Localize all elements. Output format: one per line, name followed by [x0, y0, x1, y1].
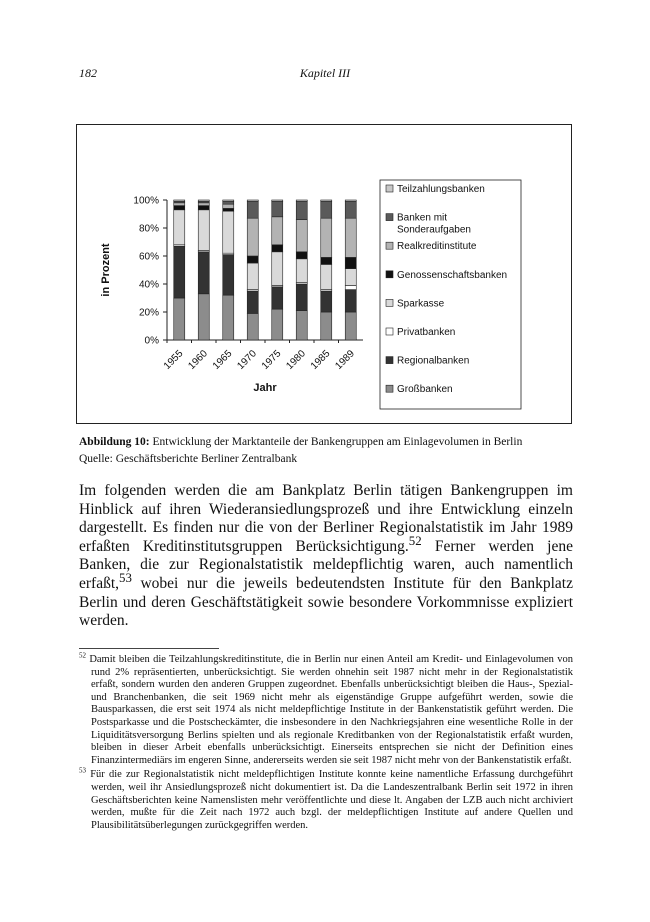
bar-segment-genossenschaftsbanken: [223, 208, 234, 211]
y-tick-label: 0%: [144, 335, 159, 347]
y-tick-label: 80%: [138, 223, 159, 235]
bar-segment-realkreditinstitute: [174, 203, 185, 206]
bar-segment-genossenschaftsbanken: [198, 206, 209, 210]
body-paragraph: [79, 482, 573, 631]
legend-swatch: [386, 385, 393, 392]
bar-segment-realkreditinstitute: [296, 220, 307, 252]
bar-segment-banken-mit-sonderaufgaben: [247, 201, 258, 218]
bar-segment-teilzahlungsbanken: [198, 200, 209, 201]
bar-segment-sparkasse: [174, 210, 185, 245]
bar-segment-sparkasse: [345, 269, 356, 286]
body-text-part-3: wobei nur die jeweils bedeutendsten Institute für den Bankplatz Berlin und deren Geschäftstätigkeit sowie besondere Vorkommnisse expliziert werden.: [79, 574, 573, 630]
bar-segment-gro-banken: [345, 312, 356, 340]
bar-segment-gro-banken: [296, 311, 307, 340]
figure-caption: [79, 434, 579, 468]
bar-segment-gro-banken: [321, 312, 332, 340]
bar-segment-gro-banken: [174, 298, 185, 340]
bar-segment-regionalbanken: [223, 255, 234, 296]
legend-label: Genossenschaftsbanken: [397, 269, 508, 281]
bar-segment-teilzahlungsbanken: [247, 200, 258, 201]
bar-segment-regionalbanken: [321, 291, 332, 312]
bar-segment-banken-mit-sonderaufgaben: [321, 201, 332, 218]
bar-segment-genossenschaftsbanken: [272, 245, 283, 252]
bar-segment-regionalbanken: [198, 252, 209, 294]
bar-segment-realkreditinstitute: [223, 204, 234, 208]
x-tick-label: 1970: [235, 348, 259, 372]
bar-segment-sparkasse: [247, 263, 258, 290]
bar-segment-banken-mit-sonderaufgaben: [296, 201, 307, 219]
bar-segment-teilzahlungsbanken: [174, 200, 185, 201]
x-tick-label: 1989: [333, 348, 357, 372]
figure-frame: [76, 124, 572, 424]
legend-swatch: [386, 214, 393, 221]
bar-segment-gro-banken: [247, 313, 258, 340]
bar-segment-privatbanken: [345, 285, 356, 289]
footnote-text: Für die zur Regionalstatistik nicht meldepflichtigen Institute konnte keine namentliche Erfassung durchgeführt werden, weil ihr Ansiedlungsprozeß nicht dokumentiert ist. Da die Landeszentralbank Berlin seit 1972 in ihren Geschäftsberichten keine Namenslisten mehr veröffentlichte und diese lt. Angaben der LZB auch nicht archiviert werden, mußte für die Zeit nach 1972 auch bzgl. der meldepflichtigen Institute auf andere Quellen und Plausibilitätsüberlegungen zurückgegriffen werden.: [90, 769, 573, 831]
x-tick-label: 1975: [259, 348, 284, 372]
y-tick-label: 40%: [138, 279, 159, 291]
figure-source: Quelle: Geschäftsberichte Berliner Zentralbank: [79, 453, 298, 465]
bar-segment-banken-mit-sonderaufgaben: [223, 201, 234, 204]
y-tick-label: 20%: [138, 307, 159, 319]
body-text-part-1: Im folgenden werden die am Bankplatz Berlin tätigen Bankengruppen im Hinblick auf ihren Wiederansiedlungsprozeß und ihre Entwicklung einzeln dargestellt. Es finden nur die von der Berliner Regionalstatistik im Jahr 1989 erfaßten Kreditinstitutsgruppen Berücksichtigung.: [79, 482, 573, 555]
figure-title: Entwicklung der Marktanteile der Bankengruppen am Einlagevolumen in Berlin: [152, 436, 523, 448]
footnote-ref-53[interactable]: 53: [119, 569, 132, 585]
bar-segment-regionalbanken: [174, 246, 185, 298]
bar-segment-genossenschaftsbanken: [321, 257, 332, 264]
bar-segment-regionalbanken: [296, 284, 307, 311]
bar-segment-genossenschaftsbanken: [296, 252, 307, 259]
footnote-ref-52[interactable]: 52: [408, 532, 422, 548]
bar-segment-banken-mit-sonderaufgaben: [345, 201, 356, 218]
body-text-part-2: Ferner werden jene Banken, die zur Regionalstatistik meldepflichtig waren, auch namentlich erfaßt,: [79, 537, 573, 592]
bar-segment-sparkasse: [223, 211, 234, 253]
x-axis-label: Jahr: [253, 382, 277, 394]
bar-segment-genossenschaftsbanken: [247, 256, 258, 263]
chart-legend: [380, 180, 521, 409]
bar-segment-sparkasse: [198, 210, 209, 251]
plot-area: [100, 196, 363, 395]
legend-label: Banken mit: [397, 212, 448, 224]
bar-segment-regionalbanken: [272, 287, 283, 309]
footnote-number: 53: [79, 766, 86, 775]
x-tick-label: 1955: [161, 348, 186, 372]
bar-segment-sparkasse: [321, 264, 332, 289]
legend-swatch: [386, 357, 393, 364]
legend-label: Sparkasse: [397, 298, 445, 310]
bar-segment-genossenschaftsbanken: [174, 206, 185, 210]
y-tick-label: 60%: [138, 251, 159, 263]
footnote-text: Damit bleiben die Teilzahlungskreditinstitute, die in Berlin nur einen Anteil am Kredit- und Einlagevolumen von rund 2% repräsentierten, unberücksichtigt. Sie werden ohnehin seit 1987 nicht mehr in der Regionalstatistik erfaßt, sondern wurden den anderen Gruppen zugeordnet. Ebenfalls unberücksichtigt bleiben die Haus-, Spezial- und Branchenbanken, die seit 1969 nicht mehr als eigenständige Gruppe aufgeführt werden, sowie die Bausparkassen, die erst seit 1974 als nicht meldepflichtige Institute in der Bankenstatistik geführt werden. Die Postsparkasse und die Postscheckämter, die insbesondere in den Nachkriegsjahren eine wesentliche Rolle in der Liquiditätsversorgung Berlins spielten und als regionale Kreditbanken von der Regionalstatistik erfaßt wurden, bleiben in dieser Arbeit ebenfalls unberücksichtigt. Einerseits entsprechen sie nicht der Definition eines Finanzintermediärs im engeren Sinne, andererseits werden sie seit 1987 nicht mehr von der Bankenstatistik erfaßt.: [89, 654, 573, 766]
legend-swatch: [386, 242, 393, 249]
bar-segment-regionalbanken: [345, 290, 356, 312]
bar-segment-realkreditinstitute: [247, 218, 258, 256]
bar-segment-realkreditinstitute: [345, 218, 356, 257]
footnote-52: [79, 651, 573, 767]
legend-swatch: [386, 271, 393, 278]
running-header: Kapitel III: [299, 66, 351, 80]
x-tick-label: 1980: [284, 348, 308, 372]
x-tick-label: 1965: [210, 348, 235, 372]
figure-label: Abbildung 10:: [79, 436, 150, 448]
bar-segment-sparkasse: [272, 252, 283, 286]
footnote-separator: [79, 648, 219, 649]
bar-segment-teilzahlungsbanken: [223, 200, 234, 201]
legend-swatch: [386, 328, 393, 335]
bar-segment-regionalbanken: [247, 291, 258, 313]
bar-segment-gro-banken: [223, 295, 234, 340]
bar-segment-realkreditinstitute: [198, 203, 209, 206]
stacked-bar-chart: [77, 125, 571, 423]
y-axis-label: in Prozent: [100, 243, 112, 297]
bar-segment-teilzahlungsbanken: [321, 200, 332, 201]
bar-segment-sparkasse: [296, 259, 307, 283]
bar-segment-gro-banken: [198, 294, 209, 340]
legend-label: Realkreditinstitute: [397, 241, 477, 253]
legend-label: Teilzahlungsbanken: [397, 184, 485, 195]
legend-swatch: [386, 185, 393, 192]
bar-segment-teilzahlungsbanken: [345, 200, 356, 201]
legend-label: Großbanken: [397, 384, 453, 396]
bar-segment-realkreditinstitute: [321, 218, 332, 257]
x-tick-label: 1985: [308, 348, 333, 372]
footnote-number: 52: [79, 651, 86, 660]
x-tick-label: 1960: [186, 348, 210, 372]
bar-segment-realkreditinstitute: [272, 217, 283, 245]
legend-label: Regionalbanken: [397, 355, 470, 367]
legend-label: Sonderaufgaben: [397, 224, 471, 236]
footnotes: [79, 651, 573, 834]
legend-label: Privatbanken: [397, 327, 456, 338]
footnote-53: [79, 766, 573, 832]
bar-segment-gro-banken: [272, 309, 283, 340]
bar-segment-teilzahlungsbanken: [272, 200, 283, 201]
legend-swatch: [386, 299, 393, 306]
bar-segment-teilzahlungsbanken: [296, 200, 307, 201]
bar-segment-banken-mit-sonderaufgaben: [272, 201, 283, 216]
y-tick-label: 100%: [133, 195, 159, 207]
bar-segment-genossenschaftsbanken: [345, 257, 356, 268]
page-number: 182: [79, 66, 97, 80]
